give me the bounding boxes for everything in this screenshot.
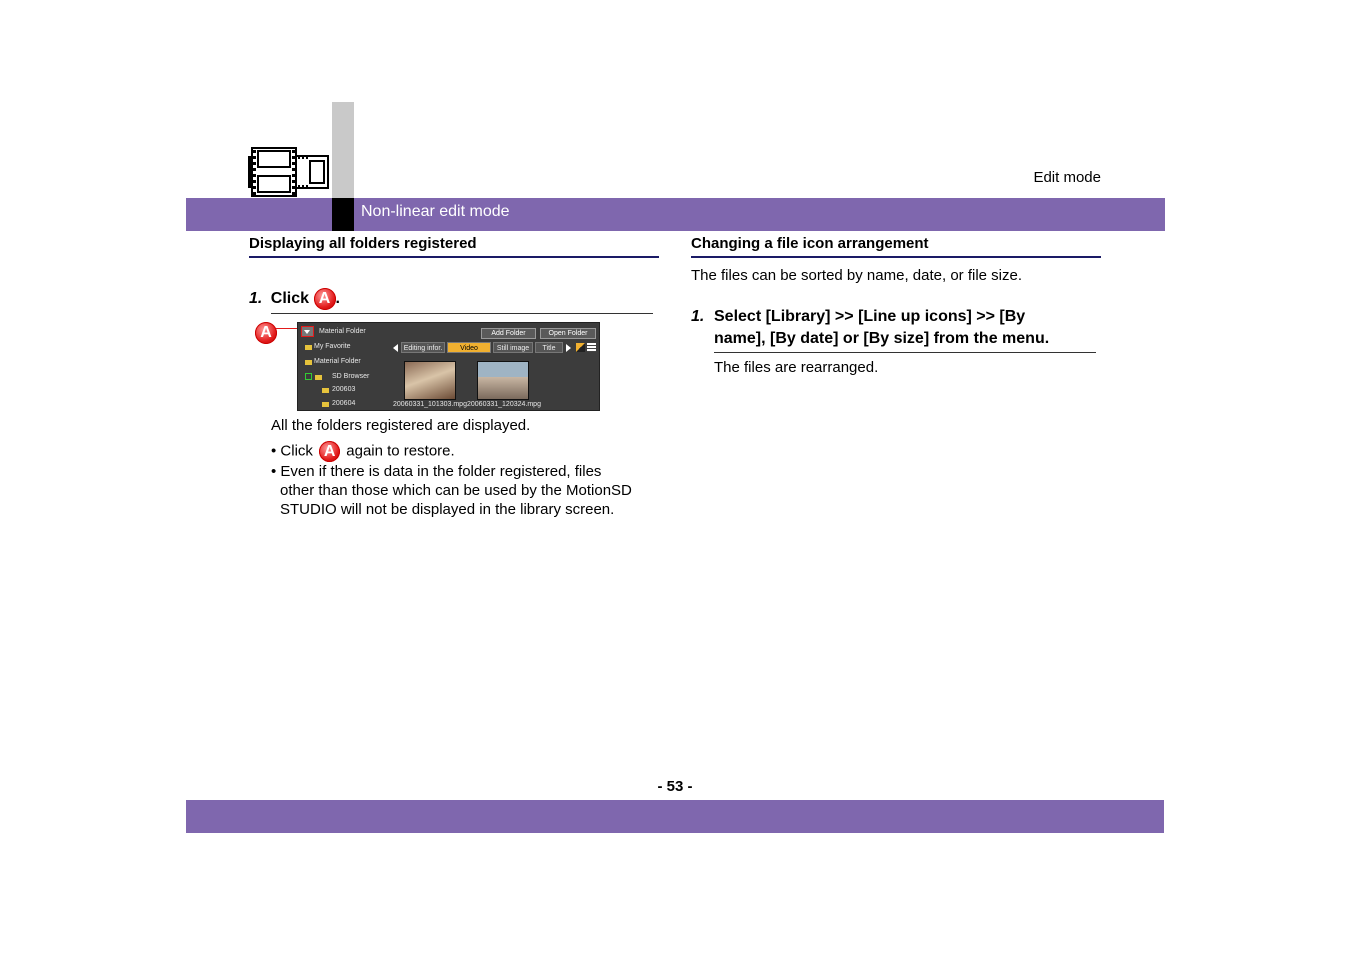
step-text: Click — [270, 290, 310, 308]
bullet-restore-post: again to restore. — [346, 442, 455, 460]
ss-add-folder-button[interactable]: Add Folder — [481, 328, 536, 339]
right-step-rule — [714, 352, 1096, 353]
expand-icon[interactable] — [305, 373, 312, 380]
step-number: 1. — [249, 290, 263, 308]
footer-band — [186, 800, 1164, 833]
ss-tree-item[interactable]: 200603 — [332, 386, 356, 393]
ss-tree-item[interactable]: 200604 — [332, 400, 356, 407]
ss-folder-label: Material Folder — [319, 328, 366, 335]
bullet-restore-pre: • Click — [271, 442, 313, 460]
left-heading: Displaying all folders registered — [249, 235, 477, 252]
ss-tree-item[interactable]: My Favorite — [314, 343, 351, 350]
bullet-note-line: • Even if there is data in the folder registered, files — [271, 463, 602, 480]
folder-icon — [305, 360, 312, 365]
ss-tab-title[interactable]: Title — [535, 342, 563, 353]
library-screenshot — [297, 322, 600, 411]
folder-toggle-button[interactable] — [301, 326, 314, 337]
right-heading: Changing a file icon arrangement — [691, 235, 929, 252]
page-number: - 53 - — [657, 778, 693, 795]
arrow-left-icon[interactable] — [393, 344, 398, 352]
ss-tree-item[interactable]: SD Browser — [332, 373, 370, 380]
ss-tab-editing-info[interactable]: Editing infor. — [401, 342, 445, 353]
thumbnail-view-icon[interactable] — [576, 343, 585, 352]
right-step-number: 1. — [691, 308, 705, 325]
left-heading-rule — [249, 256, 659, 258]
folder-icon — [322, 402, 329, 407]
ss-tab-still-image[interactable]: Still image — [493, 342, 533, 353]
ss-file-name: 20060331_120324.mpg — [467, 401, 541, 408]
bullet-note-line: STUDIO will not be displayed in the library screen. — [280, 501, 615, 518]
triangle-down-icon — [304, 330, 310, 334]
ss-tab-video[interactable]: Video — [447, 342, 491, 353]
right-step-line: Select [Library] >> [Line up icons] >> [By — [714, 308, 1026, 325]
film-strip-icon — [248, 146, 330, 198]
ss-file-name: 20060331_101303.mpg — [393, 401, 467, 408]
header-gray-tab — [332, 102, 354, 198]
video-thumbnail[interactable] — [477, 361, 529, 400]
right-result: The files are rearranged. — [714, 359, 879, 376]
bullet-note-line: other than those which can be used by the MotionSD — [280, 482, 632, 499]
left-result: All the folders registered are displayed. — [271, 417, 531, 434]
header-black-tab — [332, 198, 354, 231]
left-step-rule — [271, 313, 653, 314]
callout-badge-a-icon: A — [255, 322, 277, 344]
ss-open-folder-button[interactable]: Open Folder — [540, 328, 596, 339]
folder-icon — [322, 388, 329, 393]
list-view-icon[interactable] — [587, 343, 596, 352]
right-heading-rule — [691, 256, 1101, 258]
ss-tree-item[interactable]: Material Folder — [314, 358, 361, 365]
left-step — [249, 288, 340, 310]
video-thumbnail[interactable] — [404, 361, 456, 400]
badge-a-icon: A — [314, 288, 336, 310]
right-step-line: name], [By date] or [By size] from the menu. — [714, 330, 1050, 347]
folder-icon — [315, 375, 322, 380]
step-suffix: . — [335, 290, 340, 308]
section-title: Non-linear edit mode — [361, 203, 510, 220]
callout — [255, 322, 277, 344]
edit-mode-label: Edit mode — [1033, 169, 1101, 186]
folder-icon — [305, 345, 312, 350]
arrow-right-icon[interactable] — [566, 344, 571, 352]
right-intro: The files can be sorted by name, date, or file size. — [691, 267, 1023, 284]
bullet-restore — [271, 441, 455, 462]
badge-a-icon: A — [319, 441, 340, 462]
